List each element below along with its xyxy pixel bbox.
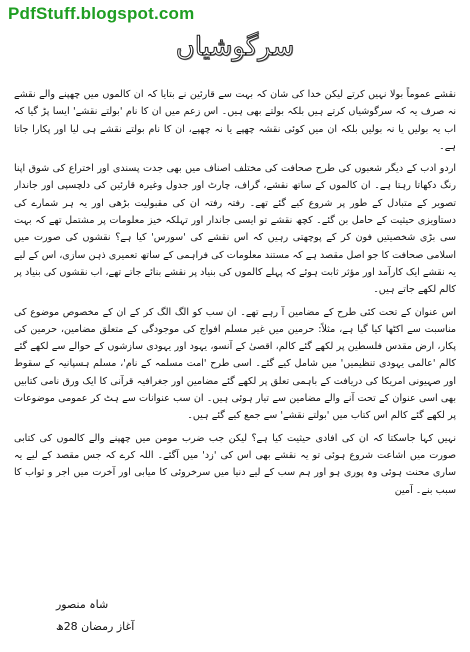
date-line: آغاز رمضان 28ھ bbox=[56, 620, 135, 633]
paragraph: نہیں کہا جاسکتا کہ ان کی افادی حیثیت کیا ہے؟ لیکن جب ضرب مومن میں چھپنے والے کالموں کی کتابی صورت میں اشاعت شروع ہوئی تو یہ نقشے بھی اس کی 'زد' میں آگئے۔ اللہ کرے کہ جس مقصد کے لیے یہ ساری محنت ہوئی وہ پوری ہو اور ہم سب کے لیے دنیا میں سرخروئی کا میابی اور آخرت میں اجر و ثواب کا سبب بنے۔ آمین bbox=[14, 432, 456, 496]
author-signature: شاہ منصور bbox=[56, 598, 109, 611]
paragraph: اس عنوان کے تحت کئی طرح کے مضامین آ رہے تھے۔ ان سب کو الگ الگ کر کے ان کے مخصوص موضوع کی مناسبت سے اکٹھا کیا گیا ہے، مثلاً: حرمین میں غیر مسلم افواج کی موجودگی کے متعلق مضامین، حرمین کی پکار، ارض مقدس فلسطین پر لکھے گئے کالم، اقصیٰ کے آنسو، یہود اور یہودی سازشوں کے حوالے سے لکھے گئے کالم 'عالمی یہودی تنظیمیں' میں شامل کیے گئے۔ اسی طرح 'امت مسلمہ کے نام'، مسلم ہسپانیہ کے سقوط اور صہیونی امریکا کی دریافت کے باہمی تعلق پر لکھے گئے مضامین اور جغرافیہ قرآنی کا ایک ورق نامی کتابیں بھی اسی عنوان کے تحت آنے والے مضامین سے تیار ہوئی ہیں۔ ان سب عنوانات سے ہٹ کر عمومی موضوعات پر لکھے گئے کالم اس کتاب میں 'بولتے نقشے' سے جمع کیے گئے ہیں۔ bbox=[14, 306, 456, 422]
paragraph: نقشے عموماً بولا نہیں کرتے لیکن خدا کی شان کہ بہت سے قارئین نے بتایا کہ ان کالموں میں چھپنے والے نقشے نہ صرف یہ کہ سرگوشیاں کرتے ہیں بلکہ بولتے بھی ہیں۔ اس زعم میں ان کا نام 'بولتے نقشے' ایسا پڑ گیا کہ اب یہ بولیں یا نہ بولیں بلکہ ان میں کوئی نقشہ چھپے یا نہ چھپے، ان کا نام بولتے نقشے ہی لیا اور پکارا جاتا ہے۔ bbox=[14, 89, 456, 152]
page-title: سرگوشیاں bbox=[175, 32, 295, 62]
site-logo: PdfStuff.blogspot.com bbox=[8, 4, 195, 23]
paragraph: اردو ادب کے دیگر شعبوں کی طرح صحافت کی مختلف اصناف میں بھی جدت پسندی اور اختراع کی شوق اپنا رنگ دکھاتا رہتا ہے۔ ان کالموں کے ساتھ نقشے، گراف، چارٹ اور جدول وغیرہ قارئین کی دلچسپی اور جاندار تصویر کے متبادل کے طور پر شروع کیے گئے تھے۔ رفتہ رفتہ ان کی مقبولیت بڑھی اور یہ ہر شمارے کی دستاویزی حیثیت کے حامل بن گئے۔ کچھ نقشے تو ایسی جاندار اور تہلکہ خیز معلومات پر مشتمل تھے کہ بہت سی بڑی شخصیتیں فون کر کے پوچھتی رہیں کہ اس نقشے کی 'سورس' کیا ہے؟ نقشوں کی صورت میں اسلامی صحافت کا جو اصل مقصد ہے کہ مستند معلومات کی فراہمی کے ساتھ تعمیری ذہن سازی، اس کے لیے یہ نقشے ایک کارآمد اور مؤثر ثابت ہوئے کہ پہلے کالموں کی بنیاد پر نقشے بنائے جاتے تھے، اب نقشوں کی بنیاد پر کالم لکھے جاتے ہیں۔ bbox=[14, 163, 456, 296]
article-body bbox=[14, 86, 456, 622]
